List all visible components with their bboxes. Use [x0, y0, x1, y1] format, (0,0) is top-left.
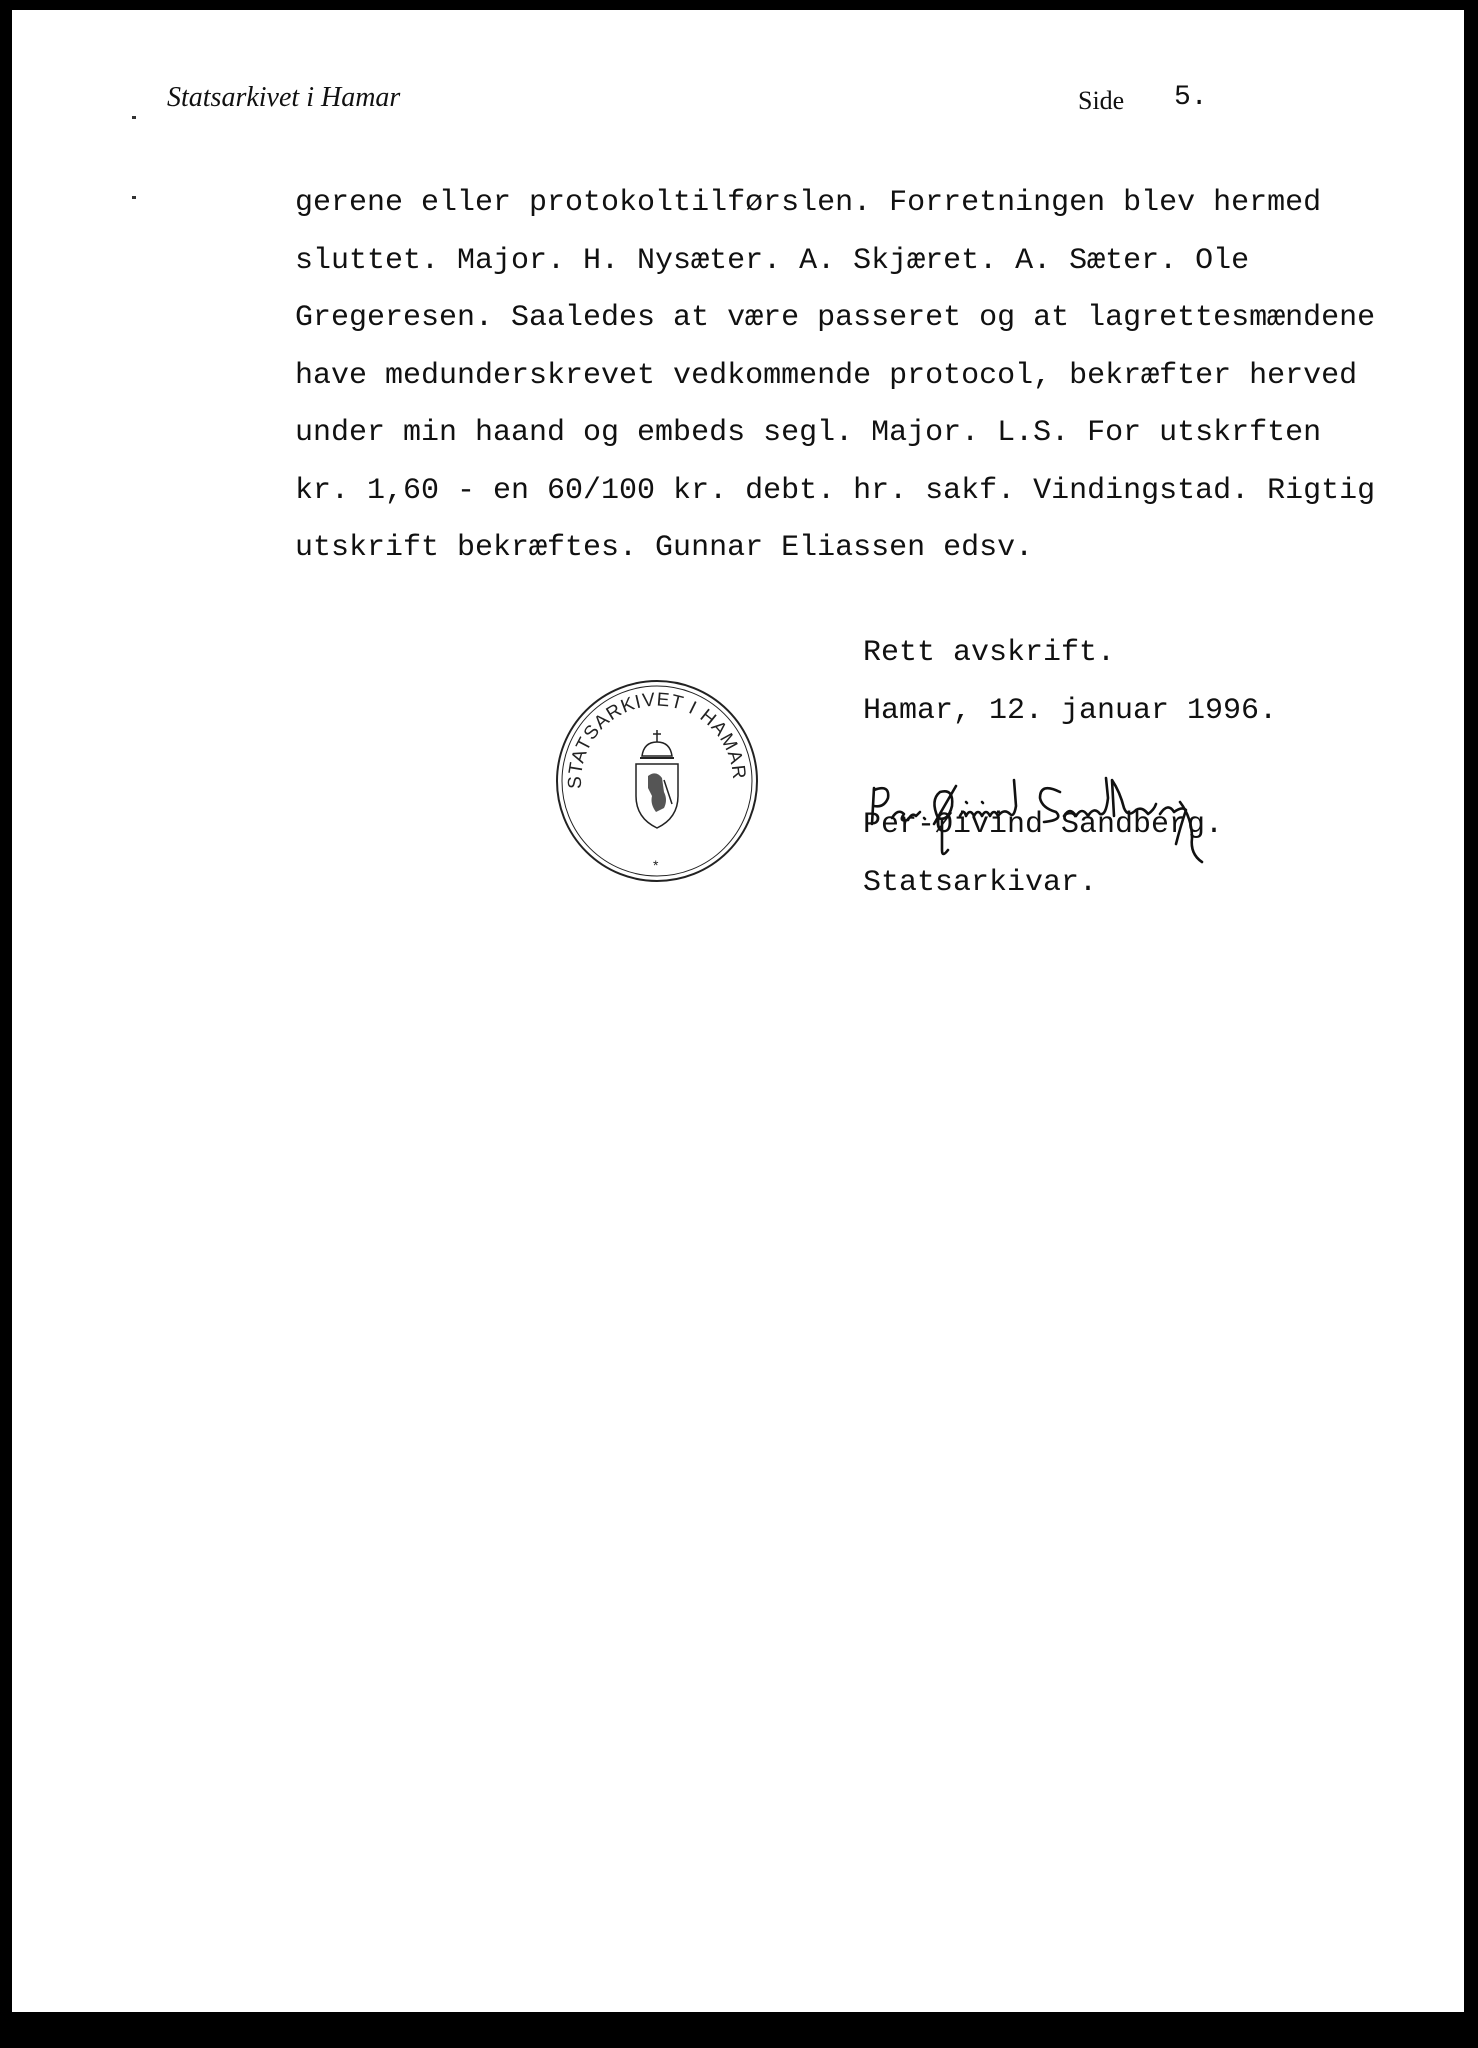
document-page [12, 10, 1464, 2012]
star-icon: * [653, 857, 659, 873]
body-line: have medunderskrevet vedkommende protocol, bekræfter herved [295, 358, 1358, 393]
signer-name: Per-Øivind Sandberg. [863, 808, 1224, 842]
place-date: Hamar, 12. januar 1996. [863, 694, 1278, 728]
coat-of-arms-icon [636, 764, 678, 828]
signer-title: Statsarkivar. [863, 866, 1098, 900]
margin-mark [132, 116, 136, 119]
margin-mark [132, 196, 136, 199]
transcript-body [295, 175, 1375, 578]
body-line: sluttet. Major. H. Nysæter. A. Skjæret. A. Sæter. Ole [295, 243, 1250, 278]
certification-text: Rett avskrift. [863, 636, 1116, 670]
archive-seal [552, 676, 762, 886]
archive-name: Statsarkivet i Hamar [167, 82, 401, 113]
seal-text: STATSARKIVET I HAMAR [564, 689, 750, 789]
body-line: kr. 1,60 - en 60/100 kr. debt. hr. sakf. Vindingstad. Rigtig [295, 473, 1376, 508]
body-line: under min haand og embeds segl. Major. L.S. For utskrften [295, 416, 1322, 450]
crown-icon [640, 730, 674, 758]
body-line: Gregeresen. Saaledes at være passeret og at lagrettesmændene [295, 301, 1376, 335]
page-number: 5. [1174, 82, 1208, 113]
page-label: Side [1078, 86, 1125, 115]
body-line: gerene eller protokoltilførslen. Forretningen blev hermed [295, 186, 1322, 220]
body-line: utskrift bekræftes. Gunnar Eliassen edsv. [295, 531, 1034, 565]
